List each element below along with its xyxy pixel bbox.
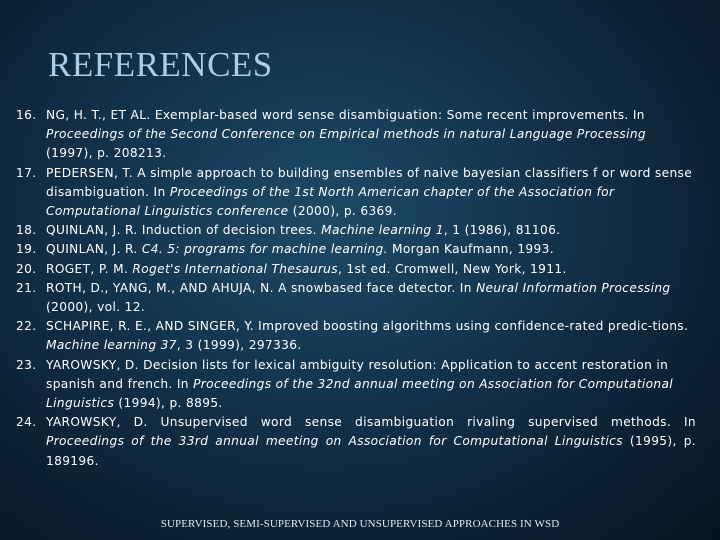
- reference-text: YAROWSKY, D. Unsupervised word sense disambiguation rivaling supervised methods. In: [46, 415, 696, 430]
- reference-source: Proceedings of the Second Conference on Empirical methods in natural Language Processing: [46, 127, 646, 142]
- reference-number: 22.: [16, 319, 37, 334]
- reference-text: QUINLAN, J. R.: [46, 242, 142, 257]
- reference-source: Proceedings of the 1st North American chapter of the Association for Computational Linguistics conference: [46, 184, 615, 219]
- reference-number: 19.: [16, 242, 37, 257]
- reference-item: [16, 356, 696, 414]
- reference-number: 18.: [16, 223, 37, 238]
- reference-source: Proceedings of the 32nd annual meeting on Association for Computational Linguistics: [46, 376, 674, 411]
- reference-details: , 1 (1986), 81106.: [443, 223, 561, 238]
- reference-number: 16.: [16, 108, 37, 122]
- reference-text: NG, H. T., ET AL. Exemplar-based word sense disambiguation: Some recent improvements. In: [46, 108, 645, 122]
- reference-text: ROGET, P. M.: [46, 261, 133, 276]
- reference-details: (1997), p. 208213.: [46, 146, 167, 161]
- reference-item: [16, 317, 696, 355]
- reference-text: QUINLAN, J. R. Induction of decision trees.: [46, 223, 322, 238]
- reference-text: ROTH, D., YANG, M., AND AHUJA, N. A snowbased face detector. In: [46, 280, 477, 295]
- slide-footer: SUPERVISED, SEMI-SUPERVISED AND UNSUPERVISED APPROACHES IN WSD: [160, 518, 560, 530]
- reference-text: YAROWSKY, D. Decision lists for lexical ambiguity resolution: Application to accent restoration in spanish and french. In: [46, 357, 669, 391]
- reference-details: (1994), p. 8895.: [114, 396, 223, 411]
- reference-details: (2000), p. 6369.: [288, 204, 397, 219]
- reference-item: [16, 164, 696, 222]
- reference-source: Machine learning 1: [321, 223, 444, 238]
- reference-item: [16, 106, 696, 164]
- reference-number: 21.: [16, 280, 37, 295]
- reference-item: [16, 413, 696, 471]
- reference-details: , 3 (1999), 297336.: [176, 338, 302, 353]
- reference-source: Machine learning 37: [46, 338, 177, 353]
- reference-item: [16, 279, 696, 317]
- reference-number: 17.: [16, 165, 37, 180]
- reference-list: [16, 106, 696, 471]
- reference-details: (2000), vol. 12.: [46, 300, 146, 315]
- reference-source: Neural Information Processing: [476, 280, 671, 295]
- slide-title: REFERENCES: [48, 45, 273, 84]
- reference-source: Roget's International Thesaurus: [132, 261, 338, 276]
- reference-details: , 1st ed. Cromwell, New York, 1911.: [337, 261, 567, 276]
- reference-item: [16, 260, 696, 279]
- reference-number: 24.: [16, 415, 37, 430]
- reference-details: Morgan Kaufmann, 1993.: [387, 242, 554, 257]
- reference-number: 23.: [16, 357, 37, 372]
- reference-source: C4. 5: programs for machine learning.: [141, 242, 388, 257]
- reference-text: PEDERSEN, T. A simple approach to building ensembles of naive bayesian classifiers f or word sense disambiguation. In: [46, 165, 693, 199]
- reference-details: (1995), p. 189196.: [46, 434, 697, 468]
- reference-text: SCHAPIRE, R. E., AND SINGER, Y. Improved boosting algorithms using confidence-rated predic-tions.: [46, 319, 689, 334]
- reference-item: [16, 221, 696, 240]
- reference-item: [16, 240, 696, 259]
- reference-source: Proceedings of the 33rd annual meeting on Association for Computational Linguistics: [46, 434, 623, 449]
- reference-number: 20.: [16, 261, 37, 276]
